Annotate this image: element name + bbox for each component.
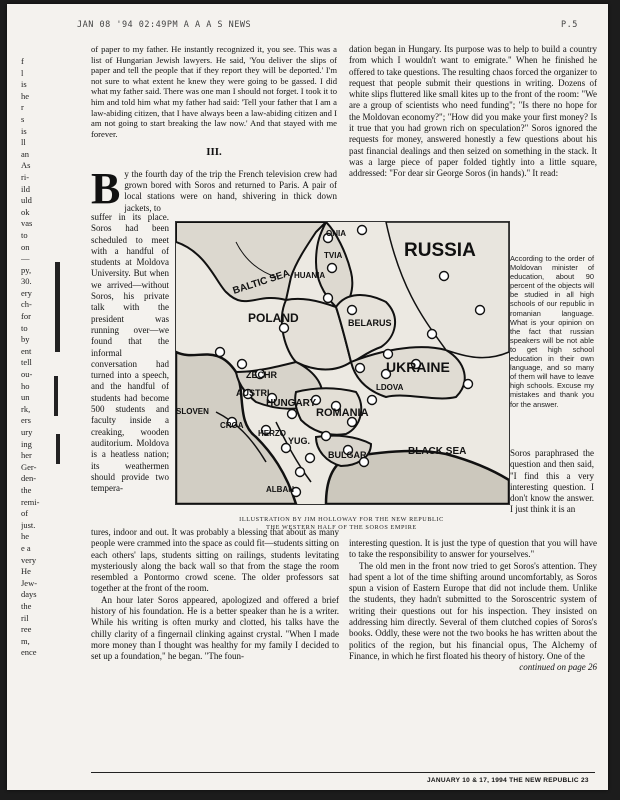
map-label-lithuania: HUANIA bbox=[294, 271, 326, 280]
margin-fragment: the bbox=[21, 600, 32, 611]
margin-fragment: s bbox=[21, 113, 25, 124]
margin-fragment: just. bbox=[21, 519, 36, 530]
margin-fragment: is bbox=[21, 125, 27, 136]
map-label-ukraine: UKRAINE bbox=[386, 359, 450, 375]
margin-fragment: f bbox=[21, 56, 24, 66]
fax-header-left: JAN 08 '94 02:49PM A A A S NEWS bbox=[77, 20, 252, 30]
margin-fragment: Jew- bbox=[21, 577, 38, 588]
paragraph: interesting question. It is just the type of question that you will have to take the responsibility to answer for yourselves." bbox=[349, 538, 597, 560]
margin-fragment: to bbox=[21, 322, 28, 333]
page-footer: JANUARY 10 & 17, 1994 THE NEW REPUBLIC 23 bbox=[427, 777, 589, 784]
margin-fragment: the bbox=[21, 484, 32, 495]
margin-fragment: remi- bbox=[21, 496, 40, 507]
margin-fragment: As bbox=[21, 160, 31, 171]
margin-fragment: ers bbox=[21, 415, 31, 426]
margin-fragment: her bbox=[21, 450, 32, 461]
margin-fragment: by bbox=[21, 334, 30, 345]
margin-fragment: py, bbox=[21, 264, 32, 275]
left-margin-fragments bbox=[21, 56, 61, 659]
illustration-credit: ILLUSTRATION BY JIM HOLLOWAY FOR THE NEW REPUBLIC bbox=[239, 516, 444, 523]
margin-fragment: ok bbox=[21, 206, 30, 217]
margin-fragment: ree bbox=[21, 624, 32, 635]
map-label-latvia: TVIA bbox=[324, 251, 343, 260]
margin-fragment: he bbox=[21, 90, 30, 101]
margin-fragment: ent bbox=[21, 345, 32, 356]
margin-fragment: He bbox=[21, 566, 31, 577]
column-2-top: dation began in Hungary. Its purpose was to help to build a country from which I wouldn't want to emigrate." When he finished he offered to take questions. The resulting chaos forced the organizer to request that people submit their questions in writing. Dozens of white slips fluttered like small kites up to the front of the room: "We are a group of scientists who need funding"; "Is there no hope for the Moldovan economy?"; "How did you make your first money? Is it true that you had grown rich on speculation?" Soros ignored the requests for money, answered honestly a few questions about his past financial dealings and then seized on something in the stack. It was a large piece of paper folded tightly into a little square, addressed: "For dear sir George Soros (in hands)." It read: bbox=[349, 44, 597, 179]
margin-fragment: uld bbox=[21, 195, 32, 206]
column-1-narrow: suffer in its place. Soros had been scheduled to meet with a handful of students at Moldova University. But when we arrived—without Soros, his private talk with the president was running over—we found that the informal conversation had turned into a speech, and the handful of students had become 500 students and faculty inside a creaking, wooden auditorium. Moldova is a heatless nation; its weathermen should provide two tempera- bbox=[91, 212, 169, 494]
paragraph: The old men in the front now tried to get Soros's attention. They had spent a lot of the time shifting around uncomfortably, as Soros spun a vision of Eastern Europe that did not include them. Unlike the students, they hadn't submitted to the Soroscentric system of writing their questions out for his inspection. They insisted on addressing him directly. Several of them clutched copies of Soros's books. Oddly, these were not the two books he has written about the politics of the region, but his financial opus, The Alchemy of Finance, in which he first floated his theory of history. One of the bbox=[349, 560, 597, 661]
map-label-hungary: HUNGARY bbox=[266, 398, 317, 409]
margin-fragment: is bbox=[21, 79, 27, 90]
margin-fragment: m, bbox=[21, 635, 30, 646]
map-label-romania: ROMANIA bbox=[316, 407, 369, 419]
margin-fragment: den- bbox=[21, 473, 37, 484]
footer-rule bbox=[91, 772, 595, 773]
margin-fragment: l bbox=[21, 67, 24, 78]
margin-fragment: ence bbox=[21, 647, 37, 658]
margin-fragment: ery bbox=[21, 287, 32, 298]
margin-fragment: ri- bbox=[21, 171, 30, 182]
scan-blot bbox=[54, 376, 58, 416]
margin-fragment: — bbox=[21, 253, 30, 264]
map-label-austria: AUSTRI bbox=[236, 388, 270, 398]
margin-fragment: to bbox=[21, 229, 28, 240]
map-label-bulgaria: BULGAR bbox=[328, 450, 367, 460]
map-label-slovenia: SLOVEN bbox=[176, 407, 209, 416]
map-label-poland: POLAND bbox=[248, 311, 299, 325]
margin-fragment: he bbox=[21, 531, 30, 542]
margin-fragment: tell bbox=[21, 357, 32, 368]
margin-fragment: r bbox=[21, 102, 24, 113]
map-label-czech: ZECHR bbox=[246, 370, 277, 380]
margin-fragment: Ger- bbox=[21, 461, 37, 472]
map-label-moldova: LDOVA bbox=[376, 383, 404, 392]
scan-blot bbox=[55, 262, 60, 352]
map-label-black-sea: BLACK SEA bbox=[408, 446, 467, 457]
column-2-bottom bbox=[349, 538, 597, 674]
map-label-croatia: CROA bbox=[220, 421, 244, 430]
margin-fragment: rk, bbox=[21, 403, 31, 414]
quote-paragraph: of paper to my father. He instantly recognized it, you see. This was a list of Hungarian Jewish lawyers. He said, 'You deliver the slips of paper and tell the people that if they report they will be deported.' I'm not sure to what extent he knew they were going to be gassed. I did what my father said. There was one man I should not forget. I took it to him and told him what my father had said: 'Tell your father that I am a law-abiding citizen, that I have always been a law-abiding citizen and I am not going to start breaking the law now.' And that stayed with me forever. bbox=[91, 44, 337, 139]
margin-fragment: very bbox=[21, 554, 37, 565]
column-1-bottom bbox=[91, 527, 339, 663]
margin-fragment: un bbox=[21, 392, 30, 403]
margin-fragment: on bbox=[21, 241, 30, 252]
margin-fragment: vas bbox=[21, 218, 33, 229]
margin-fragment: ch- bbox=[21, 299, 32, 310]
margin-fragment: ild bbox=[21, 183, 30, 194]
margin-fragment: of bbox=[21, 508, 29, 519]
margin-fragment: days bbox=[21, 589, 37, 600]
margin-fragment: 30. bbox=[21, 276, 32, 287]
map-label-herzegovina: HERZO bbox=[258, 429, 286, 438]
section-number: III. bbox=[206, 146, 222, 159]
map-label-estonia: ONIA bbox=[326, 229, 346, 238]
paragraph: An hour later Soros appeared, apologized and offered a brief history of his foundation. He is a better speaker than he is a writer. While his writing is often murky and clotted, his talks have the chilly clarity of a fingernail clinking against crystal. "When I made more money than I thought was healthy for my family I decided to set up a foundation," he began. "The foun- bbox=[91, 594, 339, 662]
margin-fragment: ll bbox=[21, 137, 26, 148]
margin-fragment: for bbox=[21, 311, 31, 322]
margin-fragment: e a bbox=[21, 542, 31, 553]
map-svg bbox=[176, 222, 509, 504]
margin-fragment: ril bbox=[21, 612, 29, 623]
margin-fragment: ing bbox=[21, 438, 32, 449]
column-2-narrow: Soros paraphrased the question and then said, "I find this a very interesting question. I don't know the answer. I just think it is an bbox=[510, 448, 594, 515]
margin-fragment: ou- bbox=[21, 369, 33, 380]
map-label-belarus: BELARUS bbox=[348, 318, 392, 328]
fax-header-right: P.5 bbox=[561, 20, 578, 30]
margin-fragment: ury bbox=[21, 427, 33, 437]
section-intro: By the fourth day of the trip the French television crew had grown bored with Soros and returned to Paris. A pair of local stations were on hand, shivering in thick down jackets, to bbox=[91, 163, 337, 213]
map-subtitle: THE WESTERN HALF OF THE SOROS EMPIRE bbox=[266, 524, 417, 531]
magazine-page bbox=[7, 4, 608, 790]
scan-blot bbox=[56, 434, 60, 464]
map-label-baltic-sea: BALTIC SEA bbox=[231, 268, 292, 297]
map-illustration bbox=[175, 221, 510, 505]
continued-note: continued on page 26 bbox=[519, 662, 597, 673]
map-label-russia: RUSSIA bbox=[404, 240, 476, 261]
drop-cap: B bbox=[91, 163, 121, 213]
map-label-albania: ALBAN bbox=[266, 485, 294, 494]
paragraph: tures, indoor and out. It was probably a blessing that about as many people were crammed into the space as could fit—students sitting on each others' laps, students sitting on railings, students levitating mysteriously along the back wall so that from the stage the room resembled a Pontormo crowd scene. The older professors sat together at the front of the room. bbox=[91, 527, 339, 594]
column-1-top bbox=[91, 44, 337, 214]
map-label-yugoslavia: YUG. bbox=[288, 436, 311, 446]
margin-fragment: ho bbox=[21, 380, 30, 391]
sidebar-quote: According to the order of Moldovan minister of education, about 90 percent of the objects will be studied in all high schools of our republic in romanian language. What is your opinion on the fact that russian speakers will be not able to get high school education in their own language, and so many of them will have to leave high schools. Excuse my mistakes and thank you for the answer. bbox=[510, 254, 594, 409]
margin-fragment: an bbox=[21, 148, 30, 159]
